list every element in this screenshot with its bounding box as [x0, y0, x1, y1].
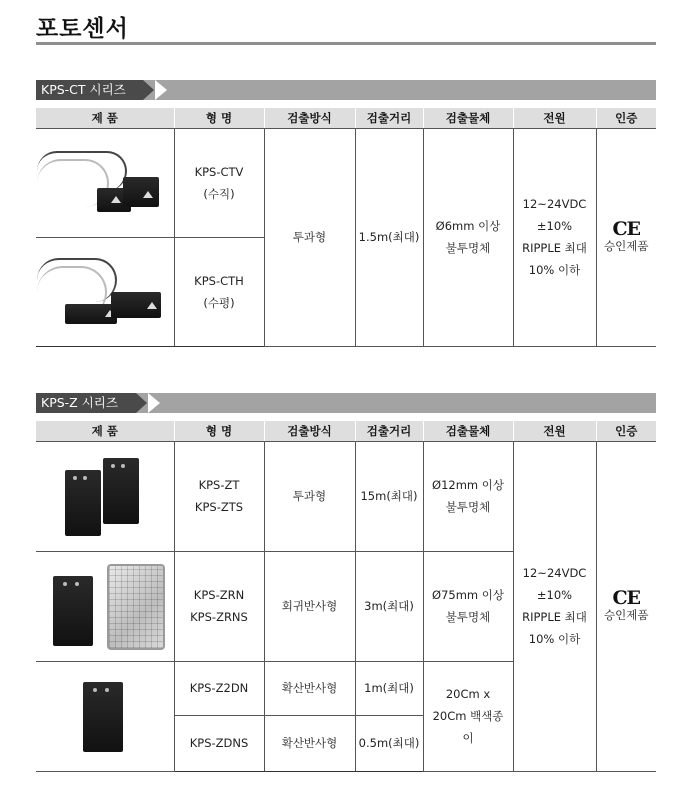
distance-cell: 1.5m(최대): [355, 128, 423, 346]
header-model: 형 명: [174, 421, 264, 441]
ce-mark-icon: CE: [612, 218, 641, 240]
object-cell: Ø6mm 이상 불투명체: [423, 128, 513, 346]
photo-sensor-image: [37, 666, 173, 766]
method-cell: 확산반사형: [264, 715, 355, 771]
header-model: 형 명: [174, 108, 264, 128]
header-cert: 인증: [596, 421, 656, 441]
method-cell: 투과형: [264, 128, 355, 346]
distance-cell: 15m(최대): [355, 441, 423, 551]
product-image-kps-cth: [36, 237, 174, 346]
series-title: KPS-Z 시리즈: [36, 393, 136, 413]
model-cell: KPS-ZT KPS-ZTS: [174, 441, 264, 551]
product-image-kps-zt: [36, 441, 174, 551]
photo-sensor-image: [37, 133, 173, 233]
table-row: [36, 441, 656, 551]
model-cell: KPS-CTH (수평): [174, 237, 264, 346]
power-cell: 12~24VDC ±10% RIPPLE 최대 10% 이하: [513, 128, 596, 346]
object-cell: Ø12mm 이상 불투명체: [423, 441, 513, 551]
title-divider: [36, 42, 656, 45]
model-cell: KPS-CTV (수직): [174, 128, 264, 237]
photo-sensor-image: [37, 556, 173, 656]
series-header-kps-z: [36, 393, 656, 413]
ce-mark-icon: CE: [612, 587, 641, 609]
table-header-row: [36, 108, 656, 128]
header-distance: 검출거리: [355, 421, 423, 441]
photo-sensor-image: [37, 446, 173, 546]
table-row: [36, 128, 656, 237]
series-header-kps-ct: [36, 80, 656, 100]
method-cell: 회귀반사형: [264, 551, 355, 661]
model-cell: KPS-Z2DN: [174, 661, 264, 715]
model-cell: KPS-ZRN KPS-ZRNS: [174, 551, 264, 661]
series-title: KPS-CT 시리즈: [36, 80, 143, 100]
distance-cell: 3m(최대): [355, 551, 423, 661]
cert-cell: CE 승인제품: [596, 128, 656, 346]
photo-sensor-image: [37, 242, 173, 342]
header-method: 검출방식: [264, 108, 355, 128]
header-power: 전원: [513, 108, 596, 128]
header-method: 검출방식: [264, 421, 355, 441]
object-cell: 20Cm x 20Cm 백색종이: [423, 661, 513, 771]
model-cell: KPS-ZDNS: [174, 715, 264, 771]
header-object: 검출물체: [423, 108, 513, 128]
header-distance: 검출거리: [355, 108, 423, 128]
product-image-kps-z2dn: [36, 661, 174, 771]
method-cell: 투과형: [264, 441, 355, 551]
distance-cell: 1m(최대): [355, 661, 423, 715]
spec-table-kps-ct: [36, 108, 656, 347]
product-image-kps-ctv: [36, 128, 174, 237]
header-cert: 인증: [596, 108, 656, 128]
header-product: 제 품: [36, 421, 174, 441]
page-title: 포토센서: [36, 16, 129, 42]
reflector-plate: [107, 564, 165, 650]
cert-cell: CE 승인제품: [596, 441, 656, 771]
header-power: 전원: [513, 421, 596, 441]
table-header-row: [36, 421, 656, 441]
object-cell: Ø75mm 이상 불투명체: [423, 551, 513, 661]
header-object: 검출물체: [423, 421, 513, 441]
spec-table-kps-z: [36, 421, 656, 772]
distance-cell: 0.5m(최대): [355, 715, 423, 771]
product-image-kps-zrn: [36, 551, 174, 661]
power-cell: 12~24VDC ±10% RIPPLE 최대 10% 이하: [513, 441, 596, 771]
method-cell: 확산반사형: [264, 661, 355, 715]
header-product: 제 품: [36, 108, 174, 128]
